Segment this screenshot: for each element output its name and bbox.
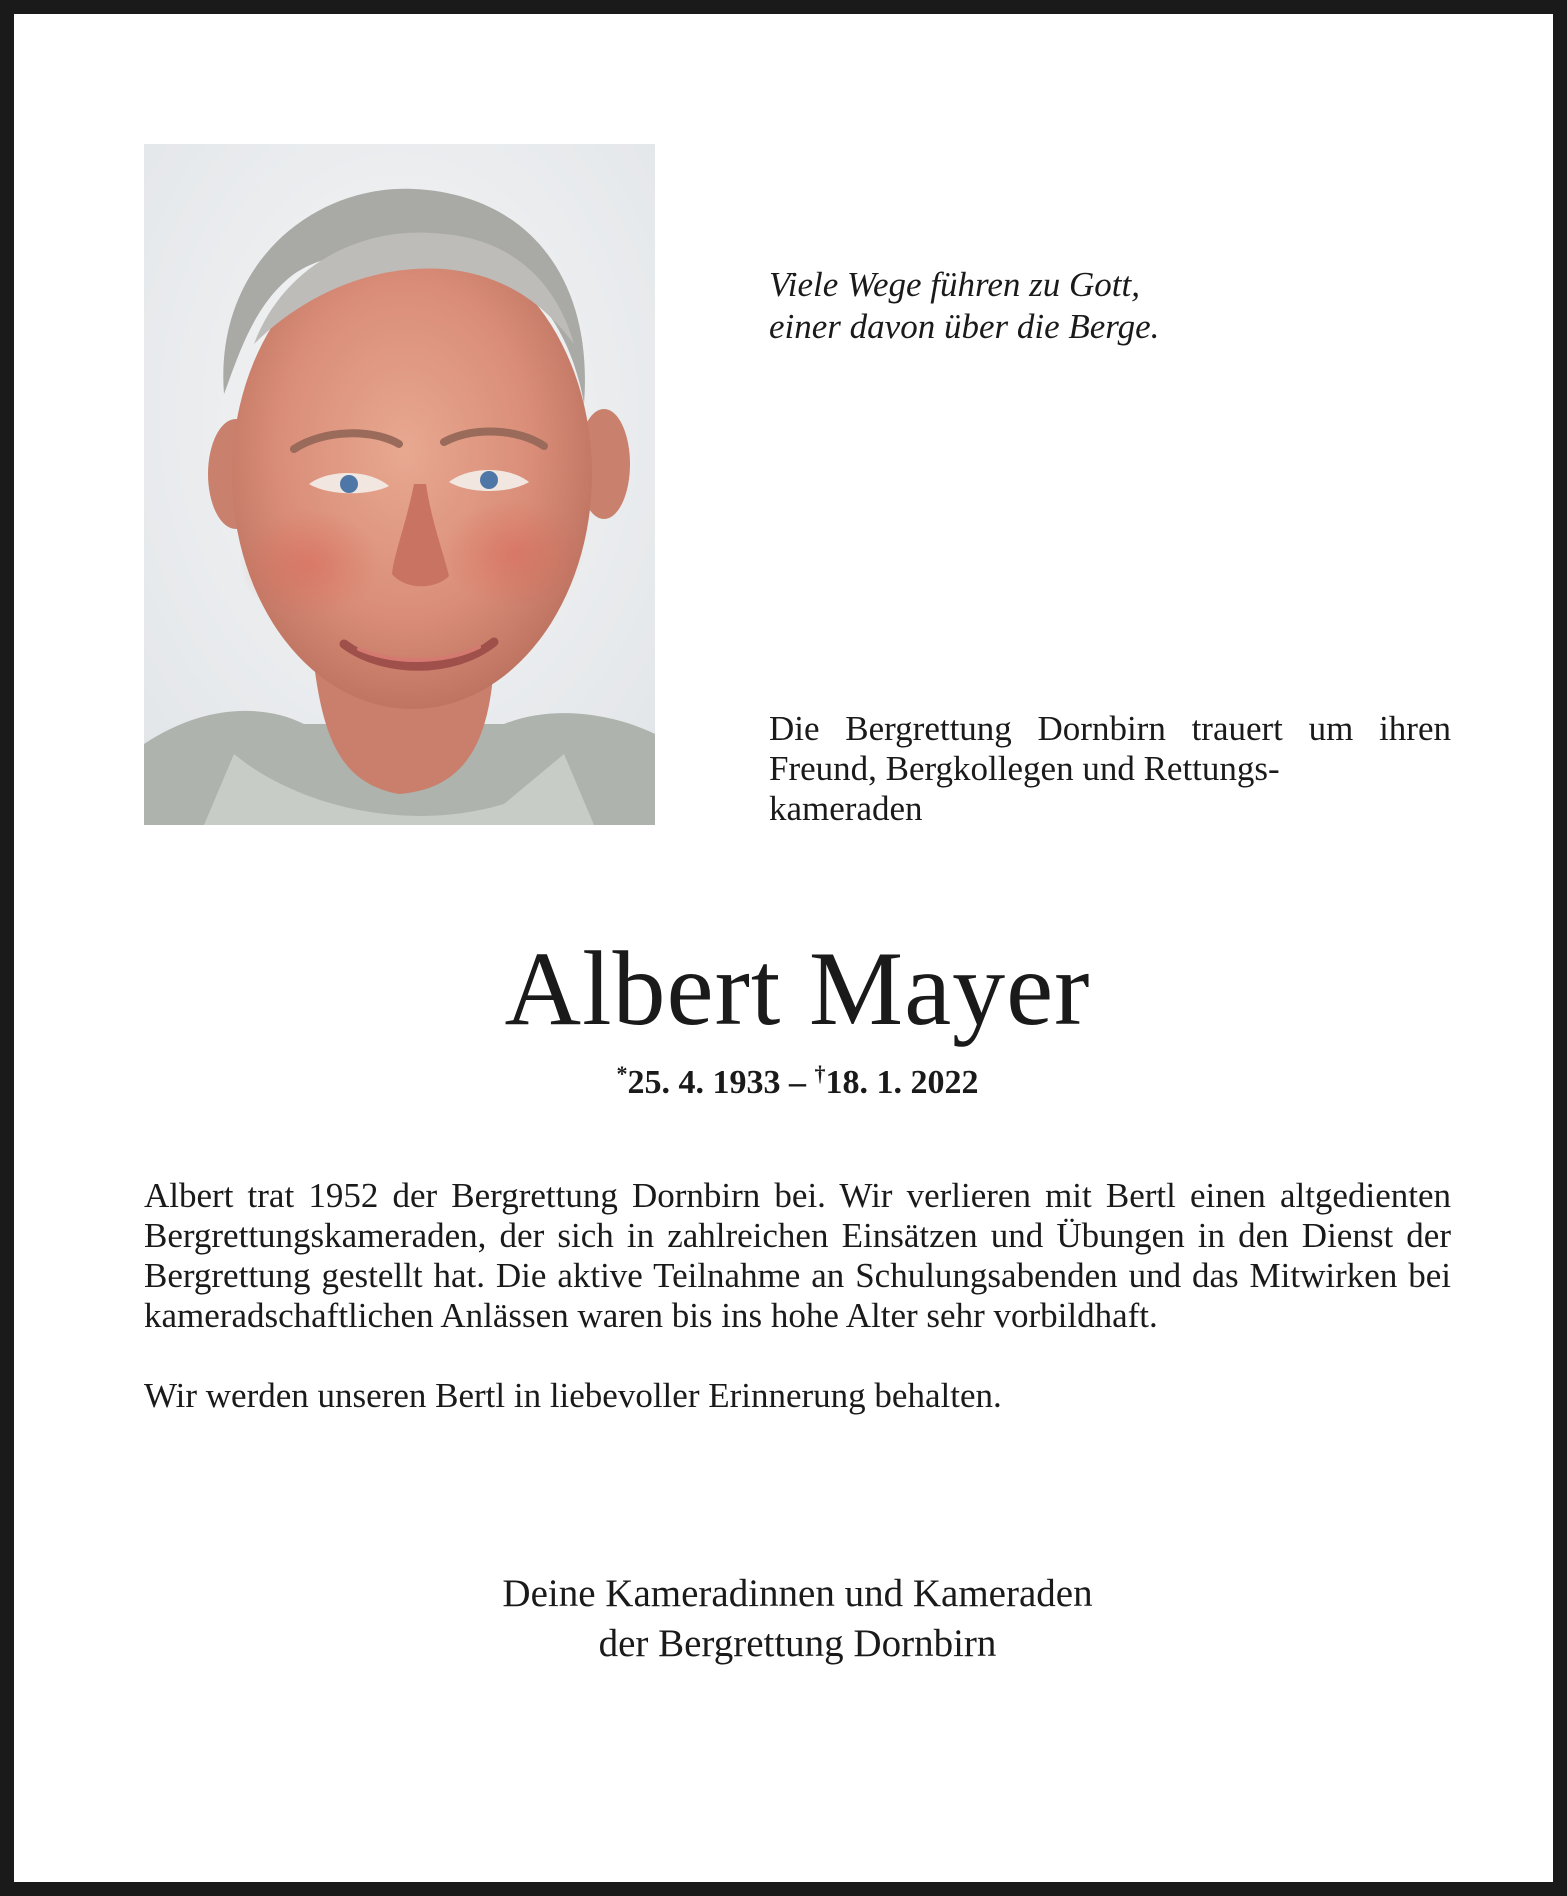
obituary-paragraph-1: Albert trat 1952 der Bergrettung Dornbirn bei. Wir verlieren mit Bertl einen altgedienten Bergrettungskameraden, der sich in zahlreichen Einsätzen und Übungen in den Dienst der Bergrettung gestellt hat. Die aktive Teilnahme an Schulungsabenden und das Mitwirken bei kameradschaftlichen Anlässen waren bis ins hohe Alter sehr vorbildhaft. [144, 1176, 1451, 1335]
life-dates [14, 1052, 1567, 1105]
portrait-illustration [144, 144, 655, 825]
memorial-quote: Viele Wege führen zu Gott, einer davon über die Berge. [769, 265, 1160, 346]
birth-mark: * [616, 1061, 628, 1086]
signature [14, 1569, 1567, 1669]
intro-text: Die Bergrettung Dornbirn trauert um ihren Freund, Bergkollegen und Rettungs- kameraden [769, 709, 1451, 828]
signature-line-2: der Bergrettung Dornbirn [598, 1622, 997, 1665]
date-separator: – [780, 1064, 815, 1101]
death-date: 18. 1. 2022 [825, 1064, 979, 1101]
death-mark: † [814, 1061, 826, 1086]
obituary-paragraph-2: Wir werden unseren Bertl in liebevoller Erinnerung behalten. [144, 1376, 1002, 1415]
obituary-body [144, 1176, 1451, 1416]
portrait-photo [144, 144, 655, 825]
birth-date: 25. 4. 1933 [627, 1064, 781, 1101]
signature-line-1: Deine Kameradinnen und Kameraden [502, 1572, 1093, 1615]
deceased-name: Albert Mayer [504, 930, 1091, 1047]
